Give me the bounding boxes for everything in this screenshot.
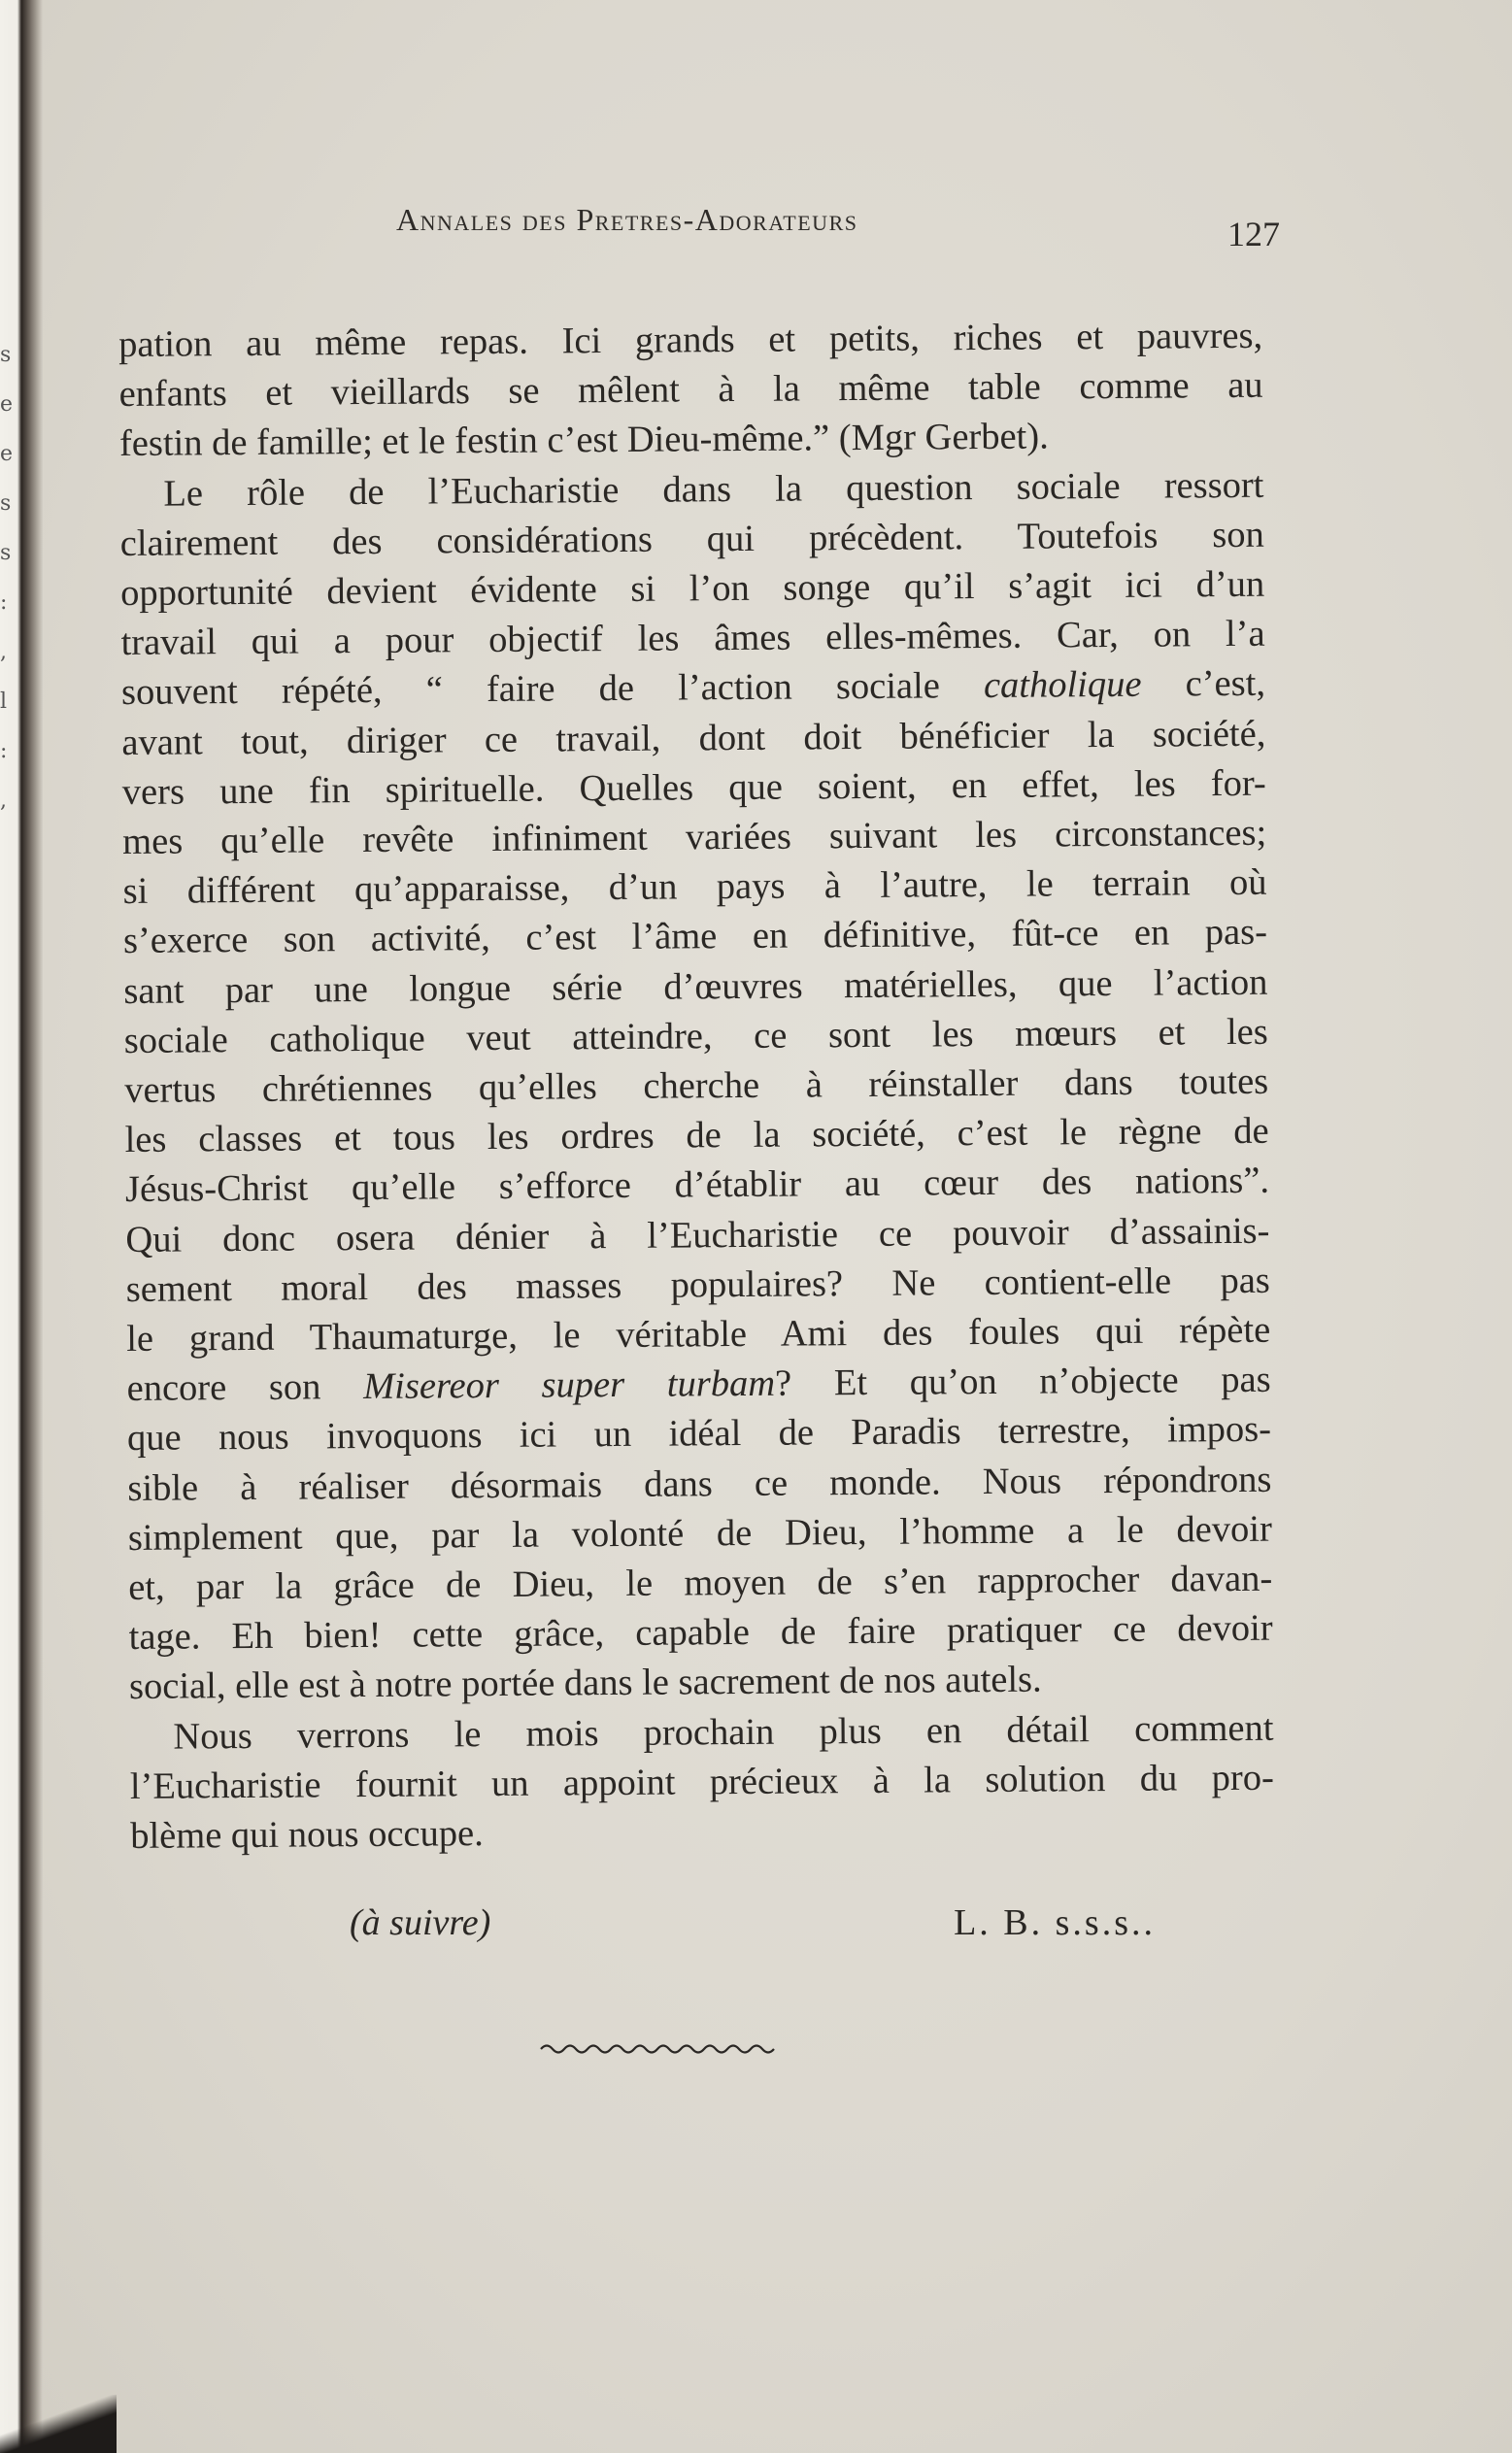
text-line: opportunité devient évidente si l’on songe qu’il s’agit ici d’un — [120, 563, 1265, 615]
margin-character: l — [0, 689, 8, 714]
margin-character: , — [0, 789, 7, 813]
end-ornament-wavy-rule — [539, 2039, 782, 2059]
text-line: mes qu’elle revête infiniment variées suivant les circonstances; — [122, 812, 1267, 863]
margin-character: s — [0, 491, 12, 516]
text-line: pation au même repas. Ici grands et petits, riches et pauvres, — [118, 315, 1263, 365]
text-line: si différent qu’apparaisse, d’un pays à l’autre, le terrain où — [122, 861, 1267, 913]
text-line: social, elle est à notre portée dans le sacrement de nos autels. — [128, 1660, 1042, 1708]
text-line: avant tout, diriger ce travail, dont doit bénéficier la société, — [121, 713, 1266, 763]
margin-character: e — [0, 392, 14, 417]
to-be-continued-note: (à suivre) — [350, 1902, 491, 1943]
previous-page-margin-characters — [0, 330, 16, 825]
page-number: 127 — [1227, 215, 1280, 253]
page-corner-shadow — [0, 2395, 117, 2453]
text-line: s’exerce son activité, c’est l’âme en définitive, fût-ce en pas- — [122, 912, 1268, 962]
running-header-title: Annales des Pretres-Adorateurs — [396, 202, 858, 237]
text-line: Le rôle de l’Eucharistie dans la question sociale ressort — [163, 464, 1264, 515]
text-line: travail qui a pour objectif les âmes elles-mêmes. Car, on l’a — [120, 613, 1265, 664]
closing-row — [350, 1901, 1156, 1944]
text-line: blème qui nous occupe. — [130, 1813, 484, 1858]
text-line: sement moral des masses populaires? Ne contient-elle pas — [125, 1260, 1270, 1310]
margin-character: s — [0, 541, 12, 565]
text-line: les classes et tous les ordres de la société, c’est le règne de — [124, 1110, 1269, 1161]
text-line: que nous invoquons ici un idéal de Paradis terrestre, impos- — [126, 1409, 1272, 1460]
text-line: clairement des considérations qui précèdent. Toutefois son — [119, 514, 1264, 564]
text-line: sociale catholique veut atteindre, ce sont les mœurs et les — [123, 1011, 1268, 1061]
text-line: sible à réaliser désormais dans ce monde. Nous répondrons — [127, 1459, 1272, 1509]
margin-character: e — [0, 442, 14, 466]
text-line: sant par une longue série d’œuvres matérielles, que l’action — [123, 961, 1268, 1012]
text-line: simplement que, par la volonté de Dieu, l’homme a le devoir — [127, 1508, 1272, 1559]
text-line: encore son Misereor super turbam? Et qu’on n’objecte pas — [126, 1359, 1271, 1410]
margin-character: : — [0, 590, 8, 615]
text-line: tage. Eh bien! cette grâce, capable de faire pratiquer ce devoir — [128, 1607, 1273, 1659]
author-signature: L. B. s.s.s.. — [954, 1902, 1156, 1943]
text-line: Jésus-Christ qu’elle s’efforce d’établir au cœur des nations”. — [124, 1160, 1270, 1211]
text-line: Qui donc osera dénier à l’Eucharistie ce pouvoir d’assainis- — [125, 1210, 1270, 1260]
margin-character: s — [0, 343, 12, 367]
margin-character: , — [0, 640, 7, 664]
text-line: enfants et vieillards se mêlent à la même table comme au — [118, 364, 1263, 416]
margin-character: : — [0, 739, 8, 763]
text-line: le grand Thaumaturge, le véritable Ami des foules qui répète — [126, 1309, 1271, 1361]
body-text — [118, 312, 1274, 1862]
text-line: festin de famille; et le festin c’est Dieu-même.” (Mgr Gerbet). — [118, 416, 1049, 465]
text-line: Nous verrons le mois prochain plus en détail comment — [173, 1707, 1274, 1758]
text-line: vertus chrétiennes qu’elles cherche à réinstaller dans toutes — [124, 1060, 1269, 1112]
text-line: et, par la grâce de Dieu, le moyen de s’en rapprocher davan- — [128, 1558, 1273, 1609]
text-line: l’Eucharistie fournit un appoint précieux à la solution du pro- — [129, 1757, 1274, 1807]
text-line: souvent répété, “ faire de l’action sociale catholique c’est, — [120, 663, 1266, 714]
text-line: vers une fin spirituelle. Quelles que soient, en effet, les for- — [121, 762, 1266, 813]
